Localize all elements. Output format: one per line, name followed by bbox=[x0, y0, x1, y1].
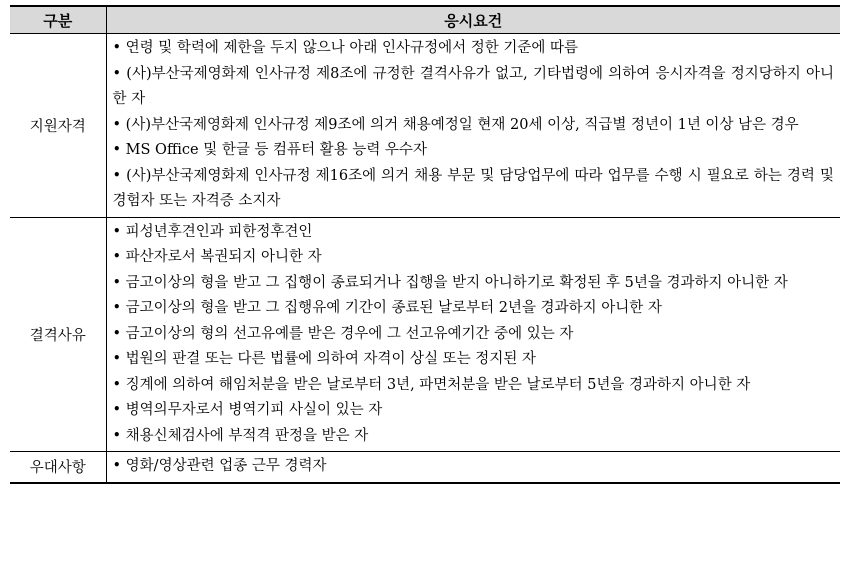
preference-cell bbox=[106, 452, 840, 483]
table-row-eligibility bbox=[10, 34, 840, 218]
category-disqualification: 결격사유 bbox=[10, 217, 106, 452]
list-item: • 금고이상의 형을 받고 그 집행유예 기간이 종료된 날로부터 2년을 경과하지 아니한 자 bbox=[113, 296, 835, 322]
category-preference: 우대사항 bbox=[10, 452, 106, 483]
list-item: • 금고이상의 형을 받고 그 집행이 종료되거나 집행을 받지 아니하기로 확정된 후 5년을 경과하지 아니한 자 bbox=[113, 271, 835, 297]
requirements-table bbox=[10, 5, 840, 484]
category-eligibility: 지원자격 bbox=[10, 34, 106, 218]
list-item: • (사)부산국제영화제 인사규정 제9조에 의거 채용예정일 현재 20세 이상, 직급별 정년이 1년 이상 남은 경우 bbox=[113, 113, 835, 139]
header-requirements: 응시요건 bbox=[106, 6, 840, 34]
list-item: • MS Office 및 한글 등 컴퓨터 활용 능력 우수자 bbox=[113, 138, 835, 164]
eligibility-cell bbox=[106, 34, 840, 218]
list-item: • 채용신체검사에 부적격 판정을 받은 자 bbox=[113, 424, 835, 450]
list-item: • (사)부산국제영화제 인사규정 제8조에 규정한 결격사유가 없고, 기타법령에 의하여 응시자격을 정지당하지 아니한 자 bbox=[113, 62, 835, 113]
list-item: • (사)부산국제영화제 인사규정 제16조에 의거 채용 부문 및 담당업무에 따라 업무를 수행 시 필요로 하는 경력 및 경험자 또는 자격증 소지자 bbox=[113, 164, 835, 215]
list-item: • 영화/영상관련 업종 근무 경력자 bbox=[113, 454, 835, 480]
list-item: • 병역의무자로서 병역기피 사실이 있는 자 bbox=[113, 398, 835, 424]
header-category: 구분 bbox=[10, 6, 106, 34]
list-item: • 연령 및 학력에 제한을 두지 않으나 아래 인사규정에서 정한 기준에 따름 bbox=[113, 36, 835, 62]
table-row-disqualification bbox=[10, 217, 840, 452]
table-header-row bbox=[10, 6, 840, 34]
list-item: • 법원의 판결 또는 다른 법률에 의하여 자격이 상실 또는 정지된 자 bbox=[113, 347, 835, 373]
list-item: • 금고이상의 형의 선고유예를 받은 경우에 그 선고유예기간 중에 있는 자 bbox=[113, 322, 835, 348]
list-item: • 징계에 의하여 해임처분을 받은 날로부터 3년, 파면처분을 받은 날로부터 5년을 경과하지 아니한 자 bbox=[113, 373, 835, 399]
table-row-preference bbox=[10, 452, 840, 483]
list-item: • 피성년후견인과 피한정후견인 bbox=[113, 220, 835, 246]
list-item: • 파산자로서 복권되지 아니한 자 bbox=[113, 245, 835, 271]
disqualification-cell bbox=[106, 217, 840, 452]
